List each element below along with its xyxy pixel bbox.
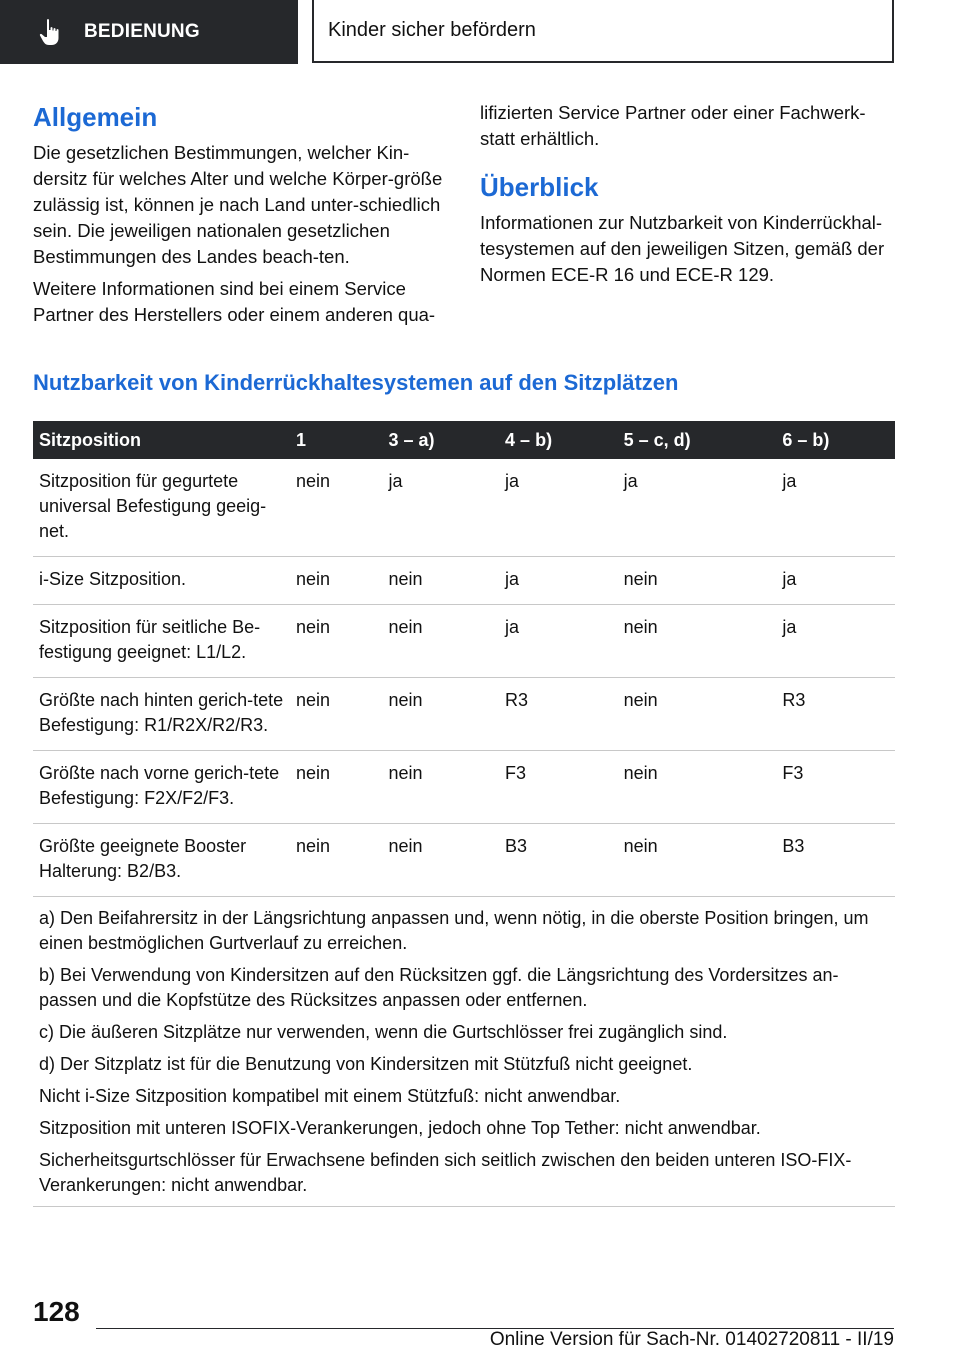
general-heading: Allgemein bbox=[33, 102, 158, 132]
child-seat-table bbox=[33, 421, 895, 897]
seat-position-cell: Größte nach hinten gerich-tete Befestigung: R1/R2X/R2/R3. bbox=[33, 678, 290, 751]
usability-cell: nein bbox=[382, 751, 499, 824]
usability-cell: R3 bbox=[776, 678, 895, 751]
column-header: 6 – b) bbox=[776, 421, 895, 459]
general-paragraph-2-start: Weitere Informationen sind bei einem Service Partner des Herstellers oder einem anderen qua- bbox=[33, 278, 436, 325]
section-label: BEDIENUNG bbox=[84, 21, 200, 42]
general-paragraph-1: Die gesetzlichen Bestimmungen, welcher Kin-dersitz für welches Alter und welche Körper-größe zulässig ist, können je nach Land unter-schiedlich sein. Die jeweiligen nationalen gesetzlichen Bestimmungen des Landes beach-ten. bbox=[33, 142, 443, 267]
table-note: b) Bei Verwendung von Kindersitzen auf den Rücksitzen ggf. die Längsrichtung des Vordersitzes an-passen und die Kopfstütze des Rücksitzes anpassen oder entfernen. bbox=[39, 965, 839, 1010]
usability-cell: nein bbox=[290, 751, 382, 824]
usability-cell: nein bbox=[290, 678, 382, 751]
usability-cell: nein bbox=[618, 824, 777, 897]
overview-text: Informationen zur Nutzbarkeit von Kinderrückhal-tesystemen auf den jeweiligen Sitzen, gemäß der Normen ECE-R 16 und ECE-R 129. bbox=[480, 212, 885, 285]
page-number: 128 bbox=[33, 1296, 80, 1327]
usability-cell: nein bbox=[382, 557, 499, 605]
hand-icon bbox=[38, 18, 62, 46]
page-title-box bbox=[312, 0, 894, 63]
usability-cell: ja bbox=[499, 557, 618, 605]
usability-cell: ja bbox=[776, 605, 895, 678]
page-title: Kinder sicher befördern bbox=[328, 19, 536, 41]
table-row bbox=[33, 459, 895, 557]
usability-cell: nein bbox=[382, 605, 499, 678]
general-paragraph-2-end: lifizierten Service Partner oder einer Fachwerk-statt erhältlich. bbox=[480, 102, 866, 149]
usability-cell: nein bbox=[382, 824, 499, 897]
usability-cell: nein bbox=[618, 557, 777, 605]
usability-cell: nein bbox=[382, 678, 499, 751]
table-note: a) Den Beifahrersitz in der Längsrichtung anpassen und, wenn nötig, in die oberste Position bringen, um einen bestmöglichen Gurtverlauf zu erreichen. bbox=[39, 908, 869, 953]
seat-position-cell: Größte geeignete Booster Halterung: B2/B3. bbox=[33, 824, 290, 897]
usability-cell: ja bbox=[382, 459, 499, 557]
usability-cell: F3 bbox=[776, 751, 895, 824]
table-row bbox=[33, 678, 895, 751]
usability-cell: nein bbox=[290, 605, 382, 678]
usability-cell: ja bbox=[618, 459, 777, 557]
seat-position-cell: Sitzposition für gegurtete universal Befestigung geeig-net. bbox=[33, 459, 290, 557]
column-header: 3 – a) bbox=[382, 421, 499, 459]
table-note: Sicherheitsgurtschlösser für Erwachsene befinden sich seitlich zwischen den beiden unteren ISO-FIX-Verankerungen: nicht anwendbar. bbox=[39, 1150, 852, 1195]
overview-heading: Überblick bbox=[480, 172, 599, 202]
table-note: Nicht i-Size Sitzposition kompatibel mit einem Stützfuß: nicht anwendbar. bbox=[39, 1086, 621, 1106]
seat-position-cell: Sitzposition für seitliche Be-festigung geeignet: L1/L2. bbox=[33, 605, 290, 678]
section-tab[interactable] bbox=[0, 0, 298, 64]
usability-cell: nein bbox=[290, 459, 382, 557]
table-row bbox=[33, 824, 895, 897]
usability-cell: nein bbox=[618, 678, 777, 751]
usability-cell: B3 bbox=[499, 824, 618, 897]
usability-cell: ja bbox=[499, 459, 618, 557]
seat-position-cell: Größte nach vorne gerich-tete Befestigung: F2X/F2/F3. bbox=[33, 751, 290, 824]
table-row bbox=[33, 751, 895, 824]
column-header: 5 – c, d) bbox=[618, 421, 777, 459]
table-note: d) Der Sitzplatz ist für die Benutzung von Kindersitzen mit Stützfuß nicht geeignet. bbox=[39, 1054, 693, 1074]
usability-cell: B3 bbox=[776, 824, 895, 897]
usability-cell: R3 bbox=[499, 678, 618, 751]
usability-cell: nein bbox=[290, 824, 382, 897]
seat-position-cell: i-Size Sitzposition. bbox=[33, 557, 290, 605]
table-note: c) Die äußeren Sitzplätze nur verwenden, wenn die Gurtschlösser frei zugänglich sind. bbox=[39, 1022, 728, 1042]
usability-cell: F3 bbox=[499, 751, 618, 824]
right-column bbox=[480, 100, 900, 294]
usability-cell: ja bbox=[499, 605, 618, 678]
column-header: 4 – b) bbox=[499, 421, 618, 459]
table-row bbox=[33, 557, 895, 605]
usability-cell: nein bbox=[618, 605, 777, 678]
column-header: 1 bbox=[290, 421, 382, 459]
usability-cell: ja bbox=[776, 557, 895, 605]
table-note: Sitzposition mit unteren ISOFIX-Verankerungen, jedoch ohne Top Tether: nicht anwendbar. bbox=[39, 1118, 761, 1138]
table-heading: Nutzbarkeit von Kinderrückhaltesystemen auf den Sitzplätzen bbox=[33, 370, 679, 395]
divider bbox=[33, 1206, 895, 1207]
usability-cell: nein bbox=[290, 557, 382, 605]
general-section bbox=[33, 100, 453, 334]
column-header: Sitzposition bbox=[33, 421, 290, 459]
table-row bbox=[33, 605, 895, 678]
table-notes bbox=[33, 906, 895, 1205]
online-version-text: Online Version für Sach-Nr. 01402720811 - II/19 bbox=[489, 1329, 894, 1350]
usability-cell: nein bbox=[618, 751, 777, 824]
table-header-row bbox=[33, 421, 895, 459]
usability-cell: ja bbox=[776, 459, 895, 557]
